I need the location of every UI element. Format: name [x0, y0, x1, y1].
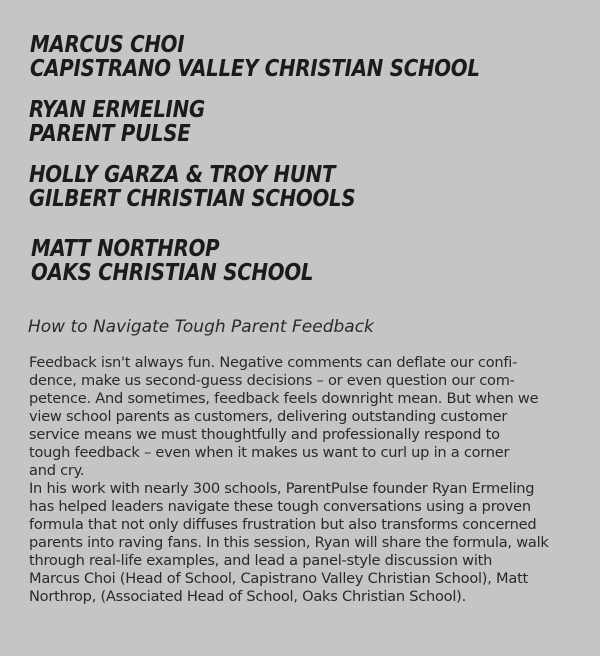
speaker-name: HOLLY GARZA & TROY HUNT: [29, 162, 336, 188]
speaker-organization: CAPISTRANO VALLEY CHRISTIAN SCHOOL: [30, 56, 480, 82]
speaker-organization: GILBERT CHRISTIAN SCHOOLS: [29, 186, 356, 212]
description-line: In his work with nearly 300 schools, ParentPulse founder Ryan Ermeling: [29, 480, 535, 497]
description-line: through real-life examples, and lead a panel-style discussion with: [29, 552, 493, 569]
description-line: has helped leaders navigate these tough conversations using a proven: [29, 498, 531, 515]
description-line: Marcus Choi (Head of School, Capistrano Valley Christian School), Matt: [29, 570, 529, 587]
description-line: service means we must thoughtfully and professionally respond to: [29, 426, 500, 443]
speaker-name: MARCUS CHOI: [30, 32, 185, 58]
speaker-organization: PARENT PULSE: [29, 121, 191, 147]
speaker-holly-garza-troy-hunt: [29, 163, 355, 211]
session-description: [29, 354, 574, 606]
speaker-ryan-ermeling: [29, 98, 205, 146]
speaker-name: MATT NORTHROP: [31, 236, 220, 262]
speaker-marcus-choi: [30, 33, 480, 81]
speaker-matt-northrop: [31, 237, 313, 285]
description-line: petence. And sometimes, feedback feels downright mean. But when we: [29, 390, 539, 407]
description-line: view school parents as customers, delivering outstanding customer: [29, 408, 508, 425]
description-line: parents into raving fans. In this session, Ryan will share the formula, walk: [29, 534, 549, 551]
description-line: Feedback isn't always fun. Negative comments can deflate our confi-: [29, 354, 518, 371]
description-line: Northrop, (Associated Head of School, Oaks Christian School).: [29, 588, 466, 605]
description-line: formula that not only diffuses frustration but also transforms concerned: [29, 516, 537, 533]
speaker-organization: OAKS CHRISTIAN SCHOOL: [31, 260, 314, 286]
session-title: How to Navigate Tough Parent Feedback: [28, 317, 374, 337]
description-line: tough feedback – even when it makes us want to curl up in a corner: [29, 444, 510, 461]
description-line: dence, make us second-guess decisions – or even question our com-: [29, 372, 515, 389]
description-line: and cry.: [29, 462, 85, 479]
speaker-name: RYAN ERMELING: [29, 97, 205, 123]
